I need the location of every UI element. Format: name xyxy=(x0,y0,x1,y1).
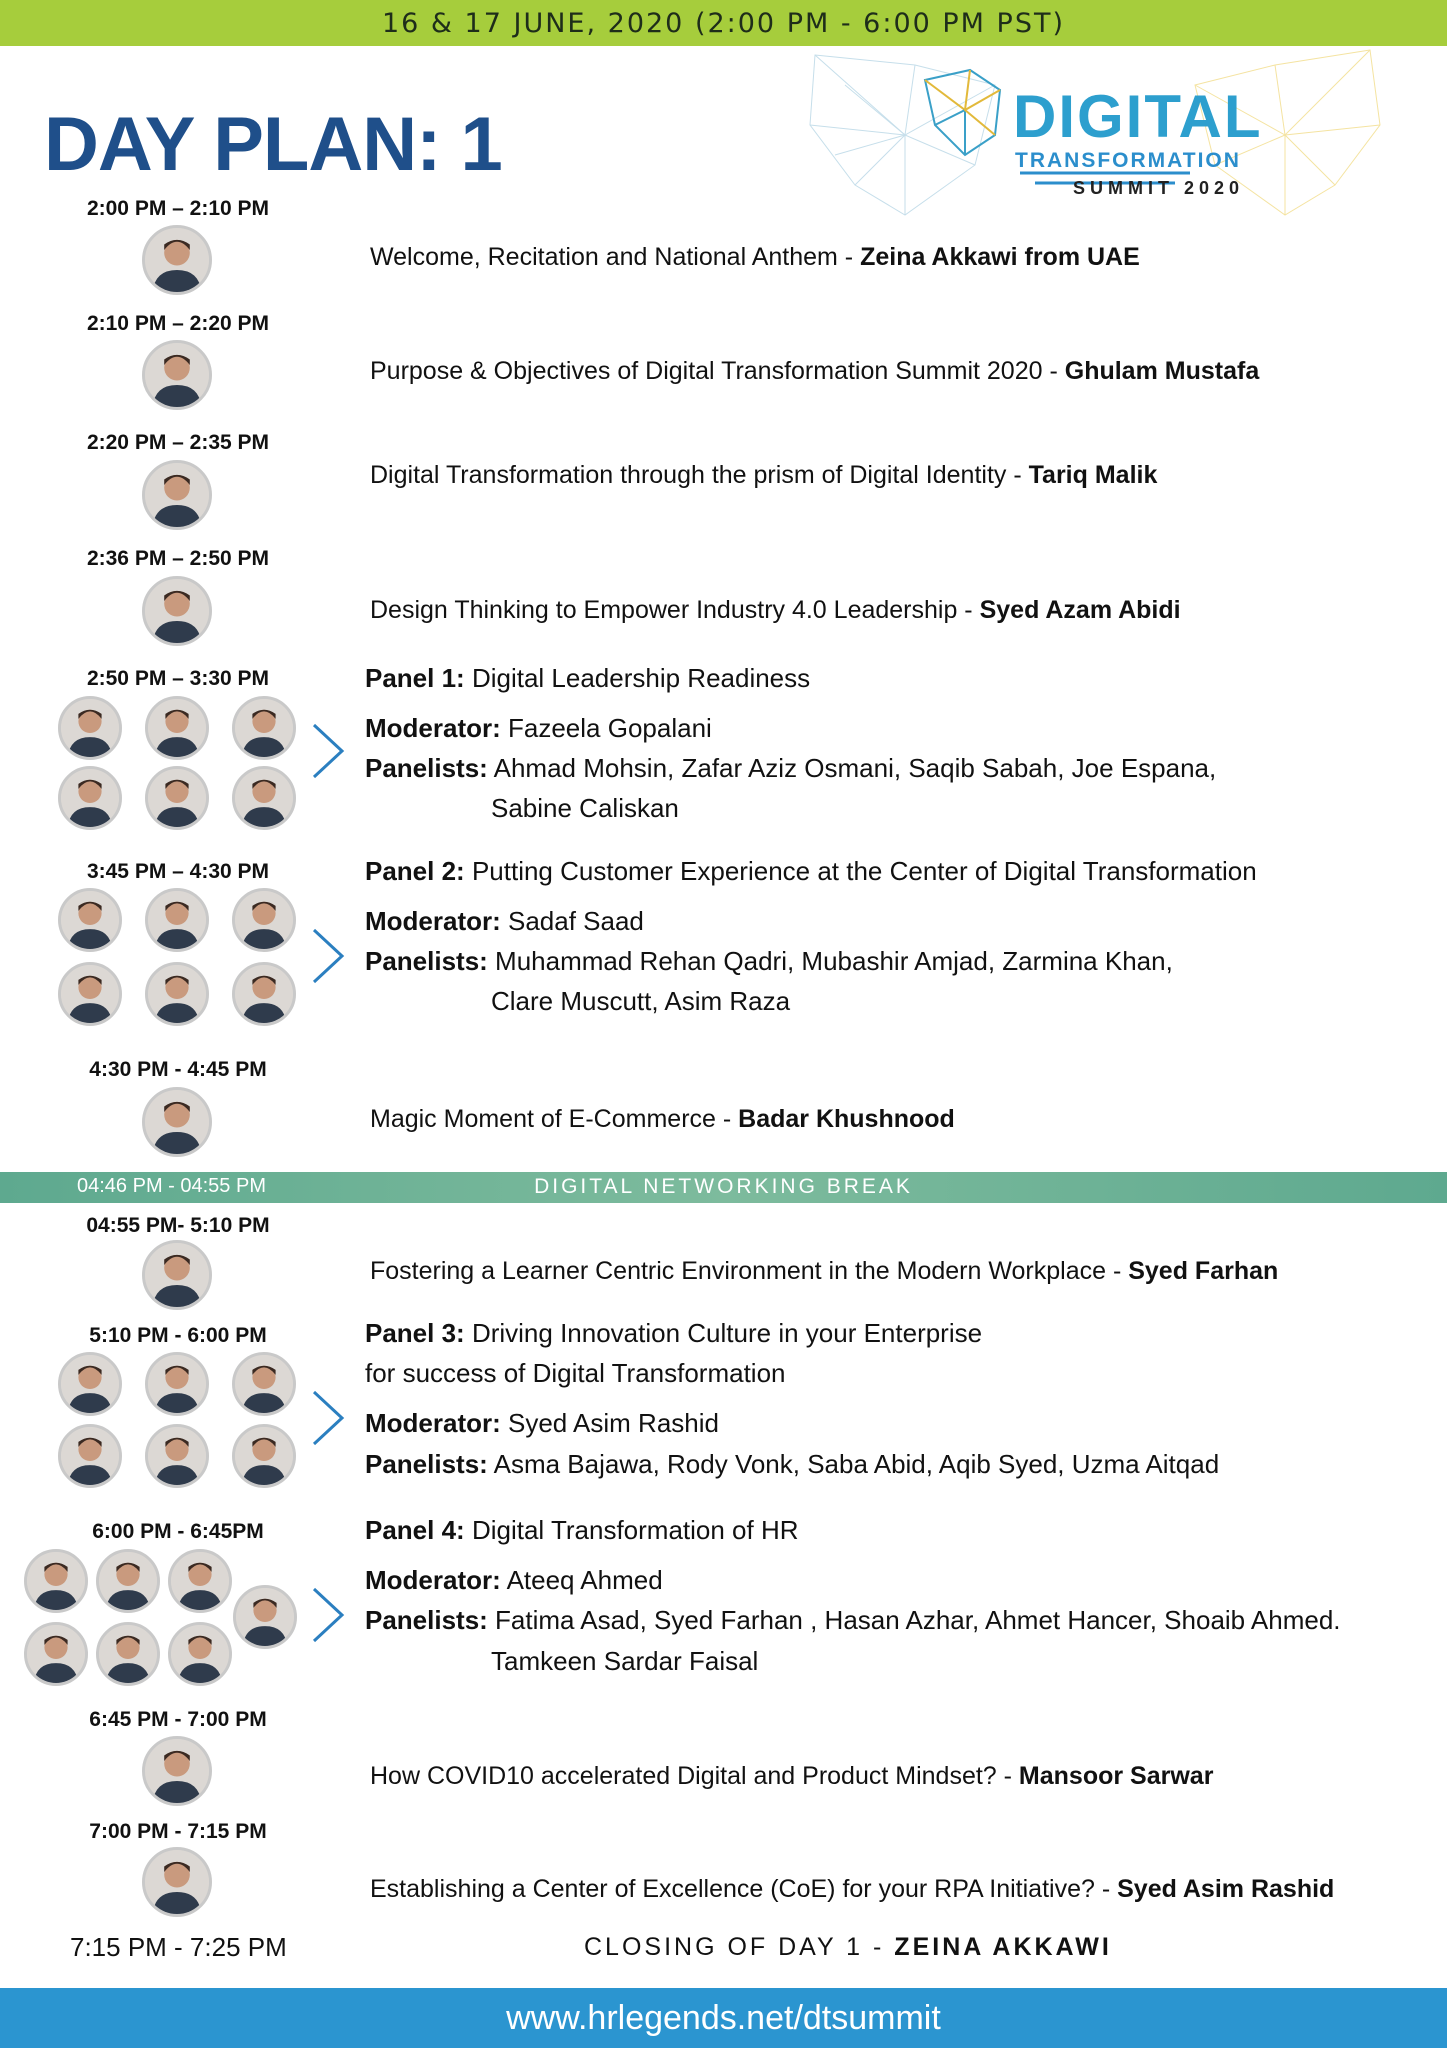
session-title: Design Thinking to Empower Industry 4.0 Leadership - xyxy=(370,596,980,624)
panelists-continued: Tamkeen Sardar Faisal xyxy=(491,1646,759,1676)
panelist-avatar xyxy=(58,1352,122,1416)
panel-title xyxy=(365,856,1257,887)
panel-moderator xyxy=(365,713,712,744)
panelists-names: Fatima Asad, Syed Farhan , Hasan Azhar, Ahmet Hancer, Shoaib Ahmed. xyxy=(487,1605,1341,1635)
session-title: Welcome, Recitation and National Anthem - xyxy=(370,243,861,271)
session-talk xyxy=(370,1762,1213,1791)
panel-panelists xyxy=(365,1605,1341,1636)
panelist-avatar xyxy=(232,962,296,1026)
panelists-names: Muhammad Rehan Qadri, Mubashir Amjad, Zarmina Khan, xyxy=(487,946,1173,976)
chevron-right-icon xyxy=(310,721,346,781)
panel-time: 5:10 PM - 6:00 PM xyxy=(89,1324,267,1347)
logo-word-summit: SUMMIT 2020 xyxy=(1073,178,1245,198)
session-speaker: Badar Khushnood xyxy=(738,1105,955,1133)
panel-label: Panel 3: xyxy=(365,1318,465,1348)
panelist-avatar xyxy=(58,766,122,830)
chevron-right-icon xyxy=(310,1585,346,1645)
panelist-avatar xyxy=(58,888,122,952)
panel-time: 3:45 PM – 4:30 PM xyxy=(86,860,270,883)
panel-title-continued: for success of Digital Transformation xyxy=(365,1358,786,1388)
session-talk xyxy=(370,1105,955,1134)
panel-time: 6:00 PM - 6:45PM xyxy=(92,1520,264,1543)
session-title: Fostering a Learner Centric Environment in the Modern Workplace - xyxy=(370,1257,1129,1285)
panel-topic: Digital Leadership Readiness xyxy=(464,663,811,693)
session-title: Purpose & Objectives of Digital Transformation Summit 2020 - xyxy=(370,357,1065,385)
speaker-avatar xyxy=(142,576,212,646)
session-title: Establishing a Center of Excellence (CoE) for your RPA Initiative? - xyxy=(370,1875,1118,1903)
panelists-label: Panelists: xyxy=(365,753,488,783)
panel-moderator xyxy=(365,1408,719,1439)
session-speaker: Tariq Malik xyxy=(1028,461,1158,489)
session-talk xyxy=(370,1257,1278,1286)
panel-title xyxy=(365,663,810,694)
panelists-continued: Clare Muscutt, Asim Raza xyxy=(491,986,791,1016)
panelists-label: Panelists: xyxy=(365,1605,488,1635)
speaker-avatar xyxy=(142,1240,212,1310)
session-speaker: Syed Asim Rashid xyxy=(1117,1875,1335,1903)
speaker-avatar xyxy=(142,1087,212,1157)
panel-title xyxy=(365,1318,982,1349)
moderator-label: Moderator: xyxy=(365,713,501,743)
speaker-avatar xyxy=(142,225,212,295)
session-time: 2:20 PM – 2:35 PM xyxy=(86,431,270,454)
moderator-name: Sadaf Saad xyxy=(500,906,644,936)
panelist-avatar xyxy=(145,962,209,1026)
panelists-continued: Sabine Caliskan xyxy=(491,793,679,823)
session-time: 7:00 PM - 7:15 PM xyxy=(89,1820,267,1843)
panelist-avatar xyxy=(232,1424,296,1488)
panel-label: Panel 1: xyxy=(365,663,465,693)
session-speaker: Syed Azam Abidi xyxy=(979,596,1181,624)
panel-panelists xyxy=(365,946,1173,977)
panelist-avatar xyxy=(232,696,296,760)
session-time: 2:36 PM – 2:50 PM xyxy=(86,547,270,570)
panelist-avatar xyxy=(96,1549,160,1613)
session-time: 2:10 PM – 2:20 PM xyxy=(86,312,270,335)
speaker-avatar xyxy=(142,1847,212,1917)
session-talk xyxy=(370,596,1181,625)
break-time: 04:46 PM - 04:55 PM xyxy=(77,1175,266,1197)
panelist-avatar xyxy=(58,962,122,1026)
session-talk xyxy=(370,357,1259,386)
session-speaker: Syed Farhan xyxy=(1128,1257,1279,1285)
panelist-avatar xyxy=(145,1352,209,1416)
page-title: DAY PLAN: 1 xyxy=(44,102,502,187)
panelist-avatar xyxy=(232,1352,296,1416)
panelist-avatar xyxy=(232,888,296,952)
panelist-avatar xyxy=(233,1585,297,1649)
speaker-avatar xyxy=(142,1736,212,1806)
panel-time: 2:50 PM – 3:30 PM xyxy=(86,667,270,690)
panelists-label: Panelists: xyxy=(365,946,488,976)
session-talk xyxy=(370,461,1157,490)
panel-label: Panel 2: xyxy=(365,856,465,886)
panelist-avatar xyxy=(145,766,209,830)
session-time: 4:30 PM - 4:45 PM xyxy=(89,1058,267,1081)
panelists-names: Ahmad Mohsin, Zafar Aziz Osmani, Saqib Sabah, Joe Espana, xyxy=(487,753,1217,783)
chevron-right-icon xyxy=(310,1388,346,1448)
panelist-avatar xyxy=(58,1424,122,1488)
session-title: Digital Transformation through the prism of Digital Identity - xyxy=(370,461,1029,489)
footer-bar xyxy=(0,1988,1447,2048)
panelists-names: Asma Bajawa, Rody Vonk, Saba Abid, Aqib Syed, Uzma Aitqad xyxy=(487,1449,1220,1479)
panel-label: Panel 4: xyxy=(365,1515,465,1545)
moderator-label: Moderator: xyxy=(365,1408,501,1438)
moderator-name: Syed Asim Rashid xyxy=(500,1408,719,1438)
panelist-avatar xyxy=(145,888,209,952)
session-title: How COVID10 accelerated Digital and Product Mindset? - xyxy=(370,1762,1019,1790)
closing-label xyxy=(584,1933,1112,1962)
logo-word-digital: DIGITAL xyxy=(1013,83,1263,150)
closing-speaker: ZEINA AKKAWI xyxy=(894,1933,1112,1961)
speaker-avatar xyxy=(142,460,212,530)
panelist-avatar xyxy=(168,1622,232,1686)
session-time: 6:45 PM - 7:00 PM xyxy=(89,1708,267,1731)
moderator-name: Ateeq Ahmed xyxy=(500,1565,663,1595)
panelist-avatar xyxy=(232,766,296,830)
footer-url-link[interactable]: www.hrlegends.net/dtsummit xyxy=(506,1998,941,2037)
panel-panelists xyxy=(365,1449,1219,1480)
session-speaker: Mansoor Sarwar xyxy=(1018,1762,1214,1790)
panel-topic: Digital Transformation of HR xyxy=(464,1515,799,1545)
panelist-avatar xyxy=(24,1622,88,1686)
session-time: 2:00 PM – 2:10 PM xyxy=(86,197,270,220)
chevron-right-icon xyxy=(310,926,346,986)
closing-time: 7:15 PM - 7:25 PM xyxy=(70,1932,287,1962)
panel-topic: Putting Customer Experience at the Center of Digital Transformation xyxy=(464,856,1257,886)
panelists-label: Panelists: xyxy=(365,1449,488,1479)
panelist-avatar xyxy=(96,1622,160,1686)
session-talk xyxy=(370,243,1140,272)
date-banner-text: 16 & 17 JUNE, 2020 (2:00 PM - 6:00 PM PST) xyxy=(381,7,1065,39)
panelist-avatar xyxy=(145,696,209,760)
session-talk xyxy=(370,1875,1334,1904)
moderator-label: Moderator: xyxy=(365,906,501,936)
moderator-label: Moderator: xyxy=(365,1565,501,1595)
panelist-avatar xyxy=(168,1549,232,1613)
panel-moderator xyxy=(365,906,644,937)
session-speaker: Zeina Akkawi from UAE xyxy=(860,243,1140,271)
session-time: 04:55 PM- 5:10 PM xyxy=(86,1214,270,1237)
speaker-avatar xyxy=(142,340,212,410)
panelist-avatar xyxy=(24,1549,88,1613)
panel-title xyxy=(365,1515,799,1546)
break-label: DIGITAL NETWORKING BREAK xyxy=(534,1175,913,1198)
panel-moderator xyxy=(365,1565,663,1596)
panelist-avatar xyxy=(58,696,122,760)
panel-topic: Driving Innovation Culture in your Enterprise xyxy=(464,1318,983,1348)
moderator-name: Fazeela Gopalani xyxy=(500,713,712,743)
panel-panelists xyxy=(365,753,1216,784)
closing-text: CLOSING OF DAY 1 - xyxy=(584,1933,895,1961)
networking-break-bar xyxy=(0,1172,1447,1203)
summit-logo xyxy=(795,45,1390,230)
date-banner xyxy=(0,0,1447,46)
logo-word-transformation: TRANSFORMATION xyxy=(1015,149,1241,172)
panelist-avatar xyxy=(145,1424,209,1488)
session-speaker: Ghulam Mustafa xyxy=(1064,357,1260,385)
session-title: Magic Moment of E-Commerce - xyxy=(370,1105,739,1133)
